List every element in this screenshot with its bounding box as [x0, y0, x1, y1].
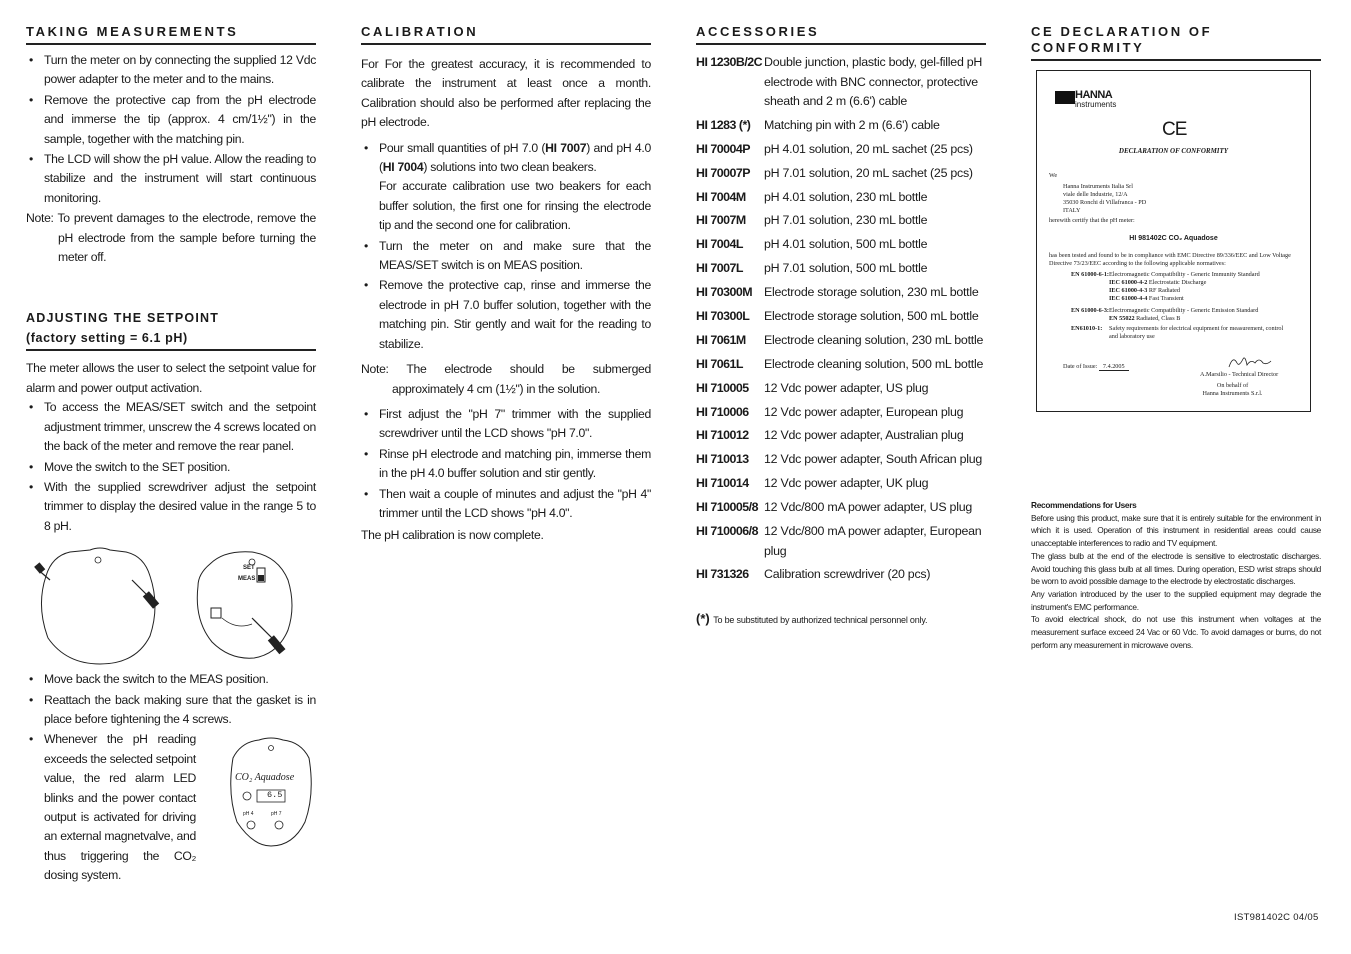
accessory-row [696, 307, 986, 327]
date-of-issue [1063, 363, 1129, 371]
accessories-footnote [696, 611, 986, 626]
accessory-row [696, 379, 986, 399]
accessory-description: 12 Vdc power adapter, UK plug [764, 476, 929, 491]
setpoint-heading: ADJUSTING THE SETPOINT [26, 311, 220, 326]
setpoint-subheading: (factory setting = 6.1 pH) [26, 328, 316, 351]
accessory-row [696, 450, 986, 470]
list-item: • Then wait a couple of minutes and adjust the "pH 4" trimmer until the LCD shows "pH 4.0". [361, 485, 651, 524]
sub-code: IEC 61000-4-2 [1109, 279, 1148, 286]
standard-1 [1071, 271, 1306, 279]
herewith-text: herewith certify that the pH meter: [1049, 217, 1135, 224]
accessory-row [696, 211, 986, 231]
accessory-row [696, 235, 986, 255]
accessory-description: Electrode storage solution, 230 mL bottle [764, 285, 979, 300]
calibration-note [361, 360, 651, 399]
accessory-description: Electrode cleaning solution, 500 mL bottle [764, 356, 984, 371]
sub-text: Electrostatic Discharge [1148, 279, 1207, 286]
accessory-code: HI 7061M [696, 332, 746, 347]
column-calibration [361, 24, 651, 546]
address-line: ITALY [1063, 207, 1081, 214]
accessories-list [696, 53, 986, 585]
accessory-row [696, 164, 986, 184]
footnote-text: To be substituted by authorized technical personnel only. [713, 614, 928, 625]
accessory-row [696, 522, 986, 561]
standard-code: EN 61000-6-3: [1071, 307, 1109, 314]
accessory-description: Calibration screwdriver (20 pcs) [764, 567, 931, 582]
standard-2-sub [1109, 315, 1180, 323]
standard-text: Electromagnetic Compatibility - Generic Immunity Standard [1108, 271, 1260, 278]
sub-standard [1109, 287, 1206, 295]
note-label: Note [26, 211, 51, 226]
device-front-illustration [223, 734, 319, 852]
list-item: • Move back the switch to the MEAS position. [26, 670, 316, 689]
accessory-row [696, 474, 986, 494]
standard-code: EN61010-1: [1071, 325, 1103, 332]
accessory-description: 12 Vdc/800 mA power adapter, US plug [764, 500, 972, 515]
accessory-description: pH 7.01 solution, 500 mL bottle [764, 261, 928, 276]
setpoint-bullets-2 [26, 670, 316, 729]
product-code: HI 7007 [545, 140, 587, 155]
recommendation-paragraph: To avoid electrical shock, do not use this instrument when voltages at the measurement surface exceed 24 Vac or 60 Vdc. To avoid damages or burns, do not perform any measurement in microwave ovens. [1031, 614, 1321, 650]
sub-code: IEC 61000-4-4 [1109, 295, 1148, 302]
list-item: • Remove the protective cap from the pH electrode and immerse the tip (approx. 4 cm/1½") in the sample, together with the matching pin. [26, 91, 316, 149]
note-label: Note: [361, 362, 389, 377]
accessory-code: HI 70300L [696, 309, 750, 324]
accessory-code: HI 710006/8 [696, 524, 759, 539]
sub-standard [1109, 295, 1206, 303]
standard-1-subs [1109, 279, 1206, 303]
sub-text: Fast Transient [1148, 295, 1184, 302]
alarm-block [26, 730, 316, 885]
list-item: • To access the MEAS/SET switch and the setpoint adjustment trimmer, unscrew the 4 screws located on the back of the meter and remove the rear panel. [26, 398, 316, 456]
on-behalf: On behalf of [1216, 382, 1249, 389]
list-item: • First adjust the "pH 7" trimmer with the supplied screwdriver until the LCD shows "pH 7.0". [361, 405, 651, 444]
accessory-code: HI 710006 [696, 404, 749, 419]
accessory-row [696, 498, 986, 518]
standard-text: Electromagnetic Compatibility - Generic Emission Standard [1108, 307, 1259, 314]
ce-heading: CE DECLARATION OF CONFORMITY [1031, 24, 1321, 61]
signature [1225, 353, 1275, 371]
taking-bullets [26, 51, 316, 208]
column-ce [1031, 24, 1321, 61]
accessory-row [696, 140, 986, 160]
accessory-code: HI 7004L [696, 237, 743, 252]
accessory-row [696, 283, 986, 303]
sub-standard [1109, 279, 1206, 287]
list-item: • Move the switch to the SET position. [26, 458, 316, 477]
list-item: • Turn the meter on and make sure that the MEAS/SET switch is on MEAS position. [361, 237, 651, 276]
ce-certificate [1036, 70, 1311, 412]
calibration-bullets-2 [361, 405, 651, 523]
accessory-row [696, 355, 986, 375]
note-text: : To prevent damages to the electrode, remove the pH electrode from the sample before turning the meter off. [50, 211, 316, 265]
accessory-description: pH 4.01 solution, 20 mL sachet (25 pcs) [764, 141, 973, 156]
switch-set-label: SET [243, 565, 255, 572]
address-line: viale delle Industrie, 12/A [1063, 191, 1128, 198]
accessory-description: Matching pin with 2 m (6.6') cable [764, 117, 940, 132]
address-block [1063, 183, 1146, 215]
accessory-code: HI 7007M [696, 213, 746, 228]
list-item: • Rinse pH electrode and matching pin, immerse them in the pH 4.0 buffer solution and stir gently. [361, 445, 651, 484]
accessory-description: Electrode storage solution, 500 mL bottle [764, 309, 979, 324]
ce-mark: CE [1162, 119, 1187, 140]
list-item: • Turn the meter on by connecting the supplied 12 Vdc power adapter to the meter and to the mains. [26, 51, 316, 90]
standard-code: EN 61000-6-1: [1071, 271, 1109, 278]
product-code: HI 7004 [382, 160, 424, 175]
text: ) and pH 4.0 ( [379, 140, 651, 175]
accessory-description: 12 Vdc/800 mA power adapter, European plug [764, 524, 982, 558]
setpoint-bullets [26, 398, 316, 536]
accessory-description: pH 4.01 solution, 500 mL bottle [764, 237, 928, 252]
accessory-row [696, 188, 986, 208]
device-display-value: 6.5 [267, 790, 283, 801]
we-label: We [1049, 172, 1058, 179]
accessory-description: pH 4.01 solution, 230 mL bottle [764, 189, 928, 204]
device-ph7-label: pH 7 [271, 811, 282, 818]
date-value: 7.4.2005 [1099, 363, 1129, 371]
device-brand: CO₂ Aquadose [235, 772, 295, 784]
switch-meas-label: MEAS [238, 576, 256, 583]
accessory-code: HI 1283 (*) [696, 117, 751, 132]
address-line: 35030 Ronchi di Villafranca - PD [1063, 199, 1147, 206]
logo-bottom: instruments [1075, 100, 1117, 109]
sub-code: EN 55022 [1109, 315, 1135, 322]
accessory-row [696, 565, 986, 585]
calibration-heading: CALIBRATION [361, 24, 651, 45]
accessory-description: 12 Vdc power adapter, South African plug [764, 452, 983, 467]
text: Pour small quantities of pH 7.0 ( [379, 140, 546, 155]
sub-code: IEC 61000-4-3 [1109, 287, 1148, 294]
model-name: HI 981402C CO₂ Aquadose [1129, 235, 1218, 242]
calibration-intro: For For the greatest accuracy, it is recommended to calibrate the instrument at least once a month. Calibration should also be performed after replacing the pH electrode. [361, 57, 651, 130]
accessory-row [696, 116, 986, 136]
recommendation-paragraph: Any variation introduced by the user to the supplied equipment may degrade the instrument's EMC performance. [1031, 588, 1321, 612]
accessory-code: HI 710013 [696, 452, 749, 467]
accessory-description: Double junction, plastic body, gel-filled pH electrode with BNC connector, protective sheath and 2 m (6.6') cable [764, 55, 983, 108]
calibration-outro: The pH calibration is now complete. [361, 528, 544, 543]
accessory-description: 12 Vdc power adapter, European plug [764, 404, 964, 419]
list-item: • Reattach the back making sure that the gasket is in place before tightening the 4 screws. [26, 691, 316, 730]
accessory-description: 12 Vdc power adapter, Australian plug [764, 428, 964, 443]
setpoint-intro: The meter allows the user to select the setpoint value for alarm and power output activation. [26, 361, 316, 395]
company-name: Hanna Instruments S.r.l. [1202, 390, 1263, 397]
signatory: A.Marsilio - Technical Director [1200, 371, 1279, 378]
accessories-heading: ACCESSORIES [696, 24, 986, 45]
accessory-code: HI 7007L [696, 261, 743, 276]
standard-3-text: Safety requirements for electrical equipment for measurement, control and laboratory use [1109, 325, 1284, 340]
list-item [361, 139, 651, 236]
taking-note [26, 209, 316, 267]
recommendation-paragraph: The glass bulb at the end of the electrode is sensitive to electrostatic discharges. Avoid touching this glass bulb at all times. During operation, ESD wrist straps should be worn to avoid possible damage to the electrode by electrostatic discharges. [1031, 550, 1321, 587]
accessory-row [696, 259, 986, 279]
address-line: Hanna Instruments Italia Srl [1063, 183, 1133, 190]
accessory-description: pH 7.01 solution, 20 mL sachet (25 pcs) [764, 165, 973, 180]
column-accessories [696, 24, 986, 626]
accessory-description: 12 Vdc power adapter, US plug [764, 380, 929, 395]
alarm-bullets [26, 730, 196, 885]
accessory-row [696, 426, 986, 446]
accessory-code: HI 710012 [696, 428, 749, 443]
sub-text: Radiated, Class B [1136, 315, 1181, 322]
text: For accurate calibration use two beakers for each buffer solution, the first one for rinsing the electrode tip and the second one for calibration. [379, 179, 651, 233]
note-text: The electrode should be submerged approximately 4 cm (1½") in the solution. [388, 362, 651, 396]
recommendations-title: Recommendations for Users [1031, 500, 1137, 510]
accessory-code: HI 7004M [696, 189, 746, 204]
text: ) solutions into two clean beakers. [423, 160, 597, 175]
accessory-description: Electrode cleaning solution, 230 mL bottle [764, 332, 984, 347]
accessory-code: HI 710005 [696, 380, 749, 395]
hanna-logo [1055, 89, 1125, 109]
column-measurements [26, 24, 316, 887]
accessory-code: HI 70004P [696, 141, 751, 156]
list-item: • Remove the protective cap, rinse and immerse the electrode in pH 7.0 buffer solution, together with the matching pin. Stir gently and wait for the reading to stabilize. [361, 276, 651, 354]
recommendations [1031, 499, 1321, 651]
list-item: • The LCD will show the pH value. Allow the reading to stabilize and the instrument will start continuous monitoring. [26, 150, 316, 208]
sub-text: RF Radiated [1148, 287, 1180, 294]
meter-back-illustrations [26, 546, 316, 670]
tested-text: has been tested and found to be in compliance with EMC Directive 89/336/EEC and Low Voltage Directive 73/23/EEC according to the following applicable normatives: [1049, 252, 1291, 267]
accessory-row [696, 53, 986, 112]
accessory-code: HI 70007P [696, 165, 751, 180]
accessory-row [696, 403, 986, 423]
standard-2 [1071, 307, 1306, 315]
logo-top: HANNA [1075, 89, 1113, 101]
declaration-title: DECLARATION OF CONFORMITY [1118, 147, 1229, 155]
taking-measurements-heading: TAKING MEASUREMENTS [26, 24, 316, 45]
date-label: Date of Issue: [1063, 363, 1098, 370]
accessory-code: HI 1230B/2C [696, 55, 763, 69]
calibration-bullets [361, 139, 651, 354]
accessory-code: HI 70300M [696, 285, 753, 300]
accessory-code: HI 710014 [696, 476, 749, 491]
accessory-code: HI 731326 [696, 567, 749, 582]
meter-back-drawing [26, 546, 316, 670]
accessory-code: HI 7061L [696, 356, 743, 371]
accessory-row [696, 331, 986, 351]
footnote-mark: (*) [696, 610, 710, 626]
accessory-description: pH 7.01 solution, 230 mL bottle [764, 213, 928, 228]
device-ph4-label: pH 4 [243, 811, 254, 818]
recommendation-paragraph: Before using this product, make sure that it is entirely suitable for the environment in which it is used. Operation of this instrument in residential areas could cause unacceptable interferences to radio and TV equipment. [1031, 512, 1321, 549]
accessory-code: HI 710005/8 [696, 500, 759, 515]
document-code: IST981402C 04/05 [1234, 912, 1319, 923]
list-item: • With the supplied screwdriver adjust the setpoint trimmer to display the desired value in the range 5 to 8 pH. [26, 478, 316, 536]
list-item: • Whenever the pH reading exceeds the selected setpoint value, the red alarm LED blinks and the power contact output is activated for driving an external magnetvalve, and thus triggering the CO₂ dosing system. [26, 730, 196, 885]
